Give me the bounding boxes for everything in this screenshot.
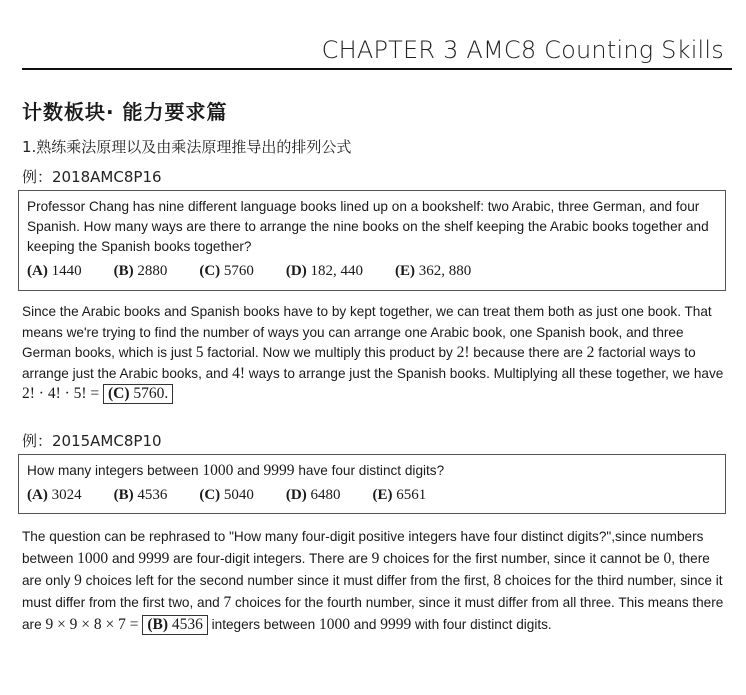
choice-c: (C) 5040 [199,487,254,503]
choice-e: (E) 6561 [372,487,427,503]
choice-a: (A) 3024 [27,487,82,503]
problem-box [18,190,726,291]
section-title: 计数板块· 能力要求篇 [22,100,228,124]
answer-choices [27,263,717,280]
choice-c: (C) 5760 [199,263,254,279]
solution-text: Since the Arabic books and Spanish books have to by kept together, we can treat them both as just one book. That means we're trying to find the number of ways you can arrange one Arabic book, one Spanish book, and three German books, which is just 5 factorial. Now we multiply this product by 2! because there are 2 factorial ways to arrange just the Arabic books, and 4! ways to arrange just the Spanish books. Multiplying all these together, we have 2! · 4! · 5! = (C) 5760. [22,304,724,402]
choice-b: (B) 2880 [113,263,168,279]
answer-choices [27,487,717,504]
choice-d: (D) 6480 [285,487,341,503]
problem-box [18,454,726,514]
solution-text: The question can be rephrased to "How many four-digit positive integers have four distinct digits?",since numbers between 1000 and 9999 are four-digit integers. There are 9 choices for the first number, since it cannot be 0, there are only 9 choices left for the second number since it must differ from the first, 8 choices for the third number, since it must differ from the first two, and 7 choices for the fourth number, since it must differ from all three. This means there are 9 × 9 × 8 × 7 = (B) 4536 integers between 1000 and 9999 with four distinct digits. [22,529,724,633]
header-divider [22,68,732,70]
boxed-answer: (C) 5760. [103,384,173,404]
section-subheading: 1.熟练乘法原理以及由乘法原理推导出的排列公式 [22,138,352,156]
choice-a: (A) 1440 [27,263,82,279]
chapter-title: CHAPTER 3 AMC8 Counting Skills [321,36,724,64]
problem-text: Professor Chang has nine different language books lined up on a bookshelf: two Arabic, three German, and four Spanish. How many ways are there to arrange the nine books on the shelf keeping the Arabic books together and keeping the Spanish books together? [27,199,709,254]
choice-d: (D) 182, 440 [285,263,363,279]
example-label: 例：2018AMC8P16 [22,168,162,186]
choice-b: (B) 4536 [113,487,168,503]
boxed-answer: (B) 4536 [142,615,208,635]
example-label: 例：2015AMC8P10 [22,432,162,450]
problem-text: How many integers between 1000 and 9999 have four distinct digits? [27,462,445,479]
choice-e: (E) 362, 880 [394,263,472,279]
